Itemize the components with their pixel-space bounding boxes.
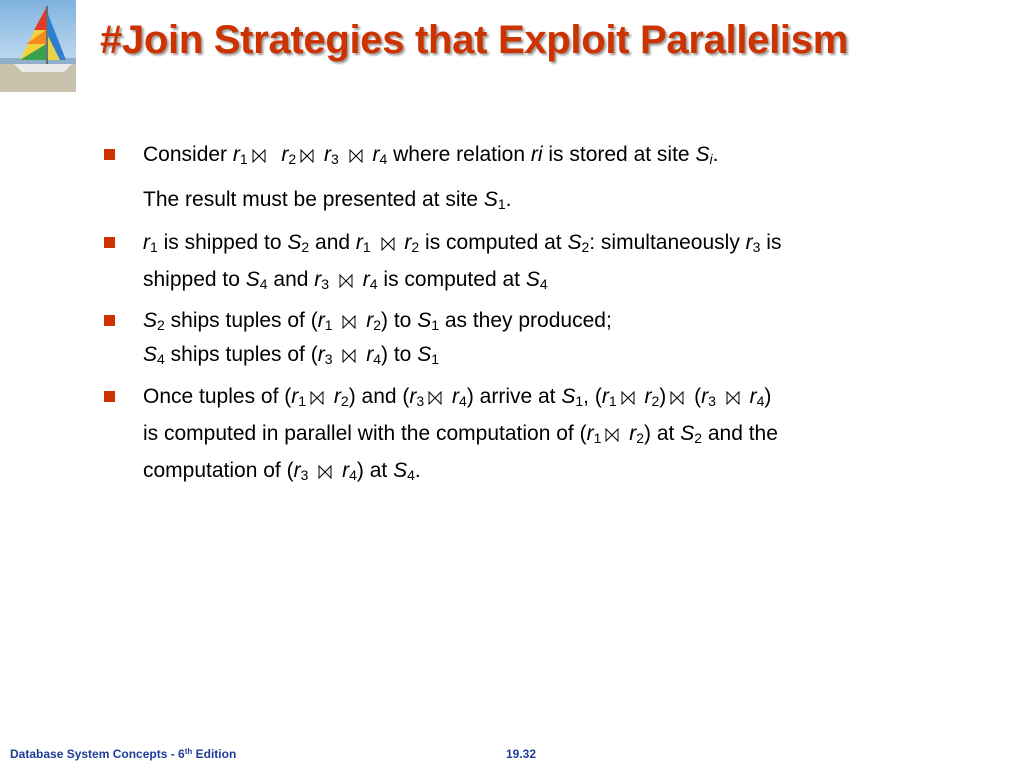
var-r: r: [366, 309, 374, 332]
var-r: r: [291, 385, 299, 408]
natural-join-icon: [621, 380, 635, 394]
subscript: 1: [497, 196, 506, 212]
natural-join-icon: [342, 340, 356, 354]
subscript: 2: [694, 430, 703, 446]
subscript: 1: [608, 393, 617, 409]
subscript: 2: [288, 151, 297, 167]
var-r: r: [530, 143, 538, 166]
footer-edition: Edition: [192, 747, 237, 761]
text: and the: [702, 422, 778, 445]
var-r: r: [372, 143, 380, 166]
subscript: 1: [362, 239, 371, 255]
text: ) and (: [348, 385, 410, 408]
text: is stored at site: [542, 143, 696, 166]
subscript: 1: [298, 393, 307, 409]
var-s: S: [143, 343, 158, 366]
bullet-item-ships-tuples: [104, 304, 964, 372]
var-s: S: [417, 343, 432, 366]
footer-book: Database System Concepts - 6: [10, 747, 185, 761]
var-r: r: [281, 143, 289, 166]
var-s: S: [567, 231, 582, 254]
page-number: 19.32: [506, 747, 537, 761]
natural-join-icon: [381, 226, 395, 240]
subscript-i: i: [709, 151, 713, 167]
subscript: 2: [157, 317, 165, 333]
text: The result must be presented at site: [143, 188, 484, 211]
subscript: 3: [331, 151, 339, 167]
subscript: 2: [411, 239, 420, 255]
subscript: 1: [324, 317, 333, 333]
text: ) to: [381, 309, 418, 332]
bullet-line: [143, 415, 964, 452]
slide-title: #Join Strategies that Exploit Parallelism: [100, 18, 848, 62]
text: shipped to: [143, 268, 246, 291]
text: ): [659, 385, 667, 408]
var-r: r: [644, 385, 652, 408]
subscript: 1: [150, 239, 158, 255]
bullet-line: [143, 224, 964, 261]
natural-join-icon: [605, 417, 619, 431]
subscript: 2: [651, 393, 660, 409]
subscript: 2: [340, 393, 349, 409]
bullet-marker-icon: [104, 237, 115, 248]
subscript: 4: [157, 351, 165, 367]
text: , (: [583, 385, 602, 408]
text: (: [694, 385, 702, 408]
text: is computed at: [377, 268, 526, 291]
subscript: 4: [459, 393, 467, 409]
text: ) to: [381, 343, 418, 366]
text: Consider: [143, 143, 233, 166]
var-r: r: [362, 268, 370, 291]
var-r: r: [366, 343, 374, 366]
bullet-item-once-tuples: [104, 378, 964, 489]
text: : simultaneously: [589, 231, 746, 254]
var-r: r: [745, 231, 753, 254]
subscript: 3: [300, 467, 309, 483]
subscript: 3: [416, 393, 425, 409]
natural-join-icon: [726, 380, 740, 394]
subscript: 4: [379, 151, 388, 167]
subscript: 4: [259, 276, 268, 292]
bullet-line: [143, 378, 964, 415]
text: computation of (: [143, 459, 294, 482]
var-s: S: [525, 268, 540, 291]
text: where relation: [387, 143, 531, 166]
subscript: 4: [407, 467, 415, 483]
text: Once tuples of (: [143, 385, 292, 408]
var-s: S: [245, 268, 260, 291]
bullet-line: [143, 261, 964, 298]
var-r: r: [342, 459, 350, 482]
var-i: i: [537, 143, 543, 166]
bullet-line: [143, 136, 964, 173]
text: ships tuples of (: [164, 309, 318, 332]
subscript: 4: [349, 467, 357, 483]
var-r: r: [409, 385, 417, 408]
var-s: S: [417, 309, 432, 332]
var-r: r: [317, 343, 325, 366]
subscript: 2: [373, 317, 381, 333]
bullet-line: [143, 452, 964, 489]
subscript: 1: [431, 317, 439, 333]
bullet-marker-icon: [104, 391, 115, 402]
subscript: 3: [321, 276, 330, 292]
var-r: r: [143, 231, 150, 254]
text: is computed in parallel with the computation of (: [143, 422, 587, 445]
subscript: 1: [431, 351, 439, 367]
natural-join-icon: [310, 380, 324, 394]
subscript: 3: [708, 393, 716, 409]
var-r: r: [404, 231, 412, 254]
natural-join-icon: [318, 454, 332, 468]
bullet-item-consider: [104, 136, 964, 218]
var-s: S: [561, 385, 576, 408]
subscript: 2: [581, 239, 590, 255]
bullet-list: [104, 136, 964, 495]
sailboat-logo-icon: [0, 0, 76, 92]
var-r: r: [355, 231, 363, 254]
subscript: 1: [239, 151, 248, 167]
subscript: 1: [575, 393, 584, 409]
var-r: r: [333, 385, 341, 408]
var-r: r: [701, 385, 709, 408]
text: .: [712, 143, 719, 166]
var-s: S: [680, 422, 695, 445]
bullet-line: [143, 304, 964, 338]
text: is computed at: [419, 231, 568, 254]
footer-book-title: [10, 747, 236, 761]
var-r: r: [749, 385, 757, 408]
text: ) at: [356, 459, 394, 482]
bullet-marker-icon: [104, 149, 115, 160]
var-r: r: [629, 422, 637, 445]
var-s: S: [287, 231, 302, 254]
subscript: 2: [301, 239, 310, 255]
natural-join-icon: [349, 138, 363, 152]
natural-join-icon: [670, 380, 684, 394]
natural-join-icon: [342, 306, 356, 320]
var-r: r: [586, 422, 594, 445]
subscript: 2: [636, 430, 645, 446]
bullet-item-shipping: [104, 224, 964, 298]
var-r: r: [293, 459, 301, 482]
var-r: r: [601, 385, 609, 408]
footer-sup: th: [184, 747, 193, 756]
text: is shipped to: [157, 231, 288, 254]
text: .: [505, 188, 512, 211]
var-r: r: [324, 143, 331, 166]
var-s: S: [483, 188, 498, 211]
text: and: [267, 268, 315, 291]
subscript: 4: [373, 351, 381, 367]
subscript: 4: [756, 393, 765, 409]
subscript: 3: [752, 239, 761, 255]
natural-join-icon: [339, 263, 353, 277]
text: and: [309, 231, 356, 254]
var-r: r: [452, 385, 460, 408]
var-s: S: [695, 143, 710, 166]
natural-join-icon: [300, 138, 314, 152]
var-r: r: [317, 309, 325, 332]
text: ) arrive at: [466, 385, 562, 408]
var-r: r: [314, 268, 322, 291]
subscript: 4: [369, 276, 378, 292]
natural-join-icon: [252, 138, 266, 152]
var-s: S: [393, 459, 408, 482]
text: as they produced;: [439, 309, 612, 332]
subscript: 3: [324, 351, 333, 367]
subscript: 1: [593, 430, 602, 446]
bullet-marker-icon: [104, 315, 115, 326]
text: .: [414, 459, 421, 482]
bullet-line: [143, 338, 964, 372]
bullet-line: [143, 181, 964, 218]
text: is: [760, 231, 782, 254]
text: ): [764, 385, 772, 408]
var-s: S: [143, 309, 158, 332]
var-r: r: [232, 143, 240, 166]
subscript: 4: [539, 276, 548, 292]
natural-join-icon: [428, 380, 442, 394]
text: ) at: [644, 422, 681, 445]
text: ships tuples of (: [164, 343, 318, 366]
